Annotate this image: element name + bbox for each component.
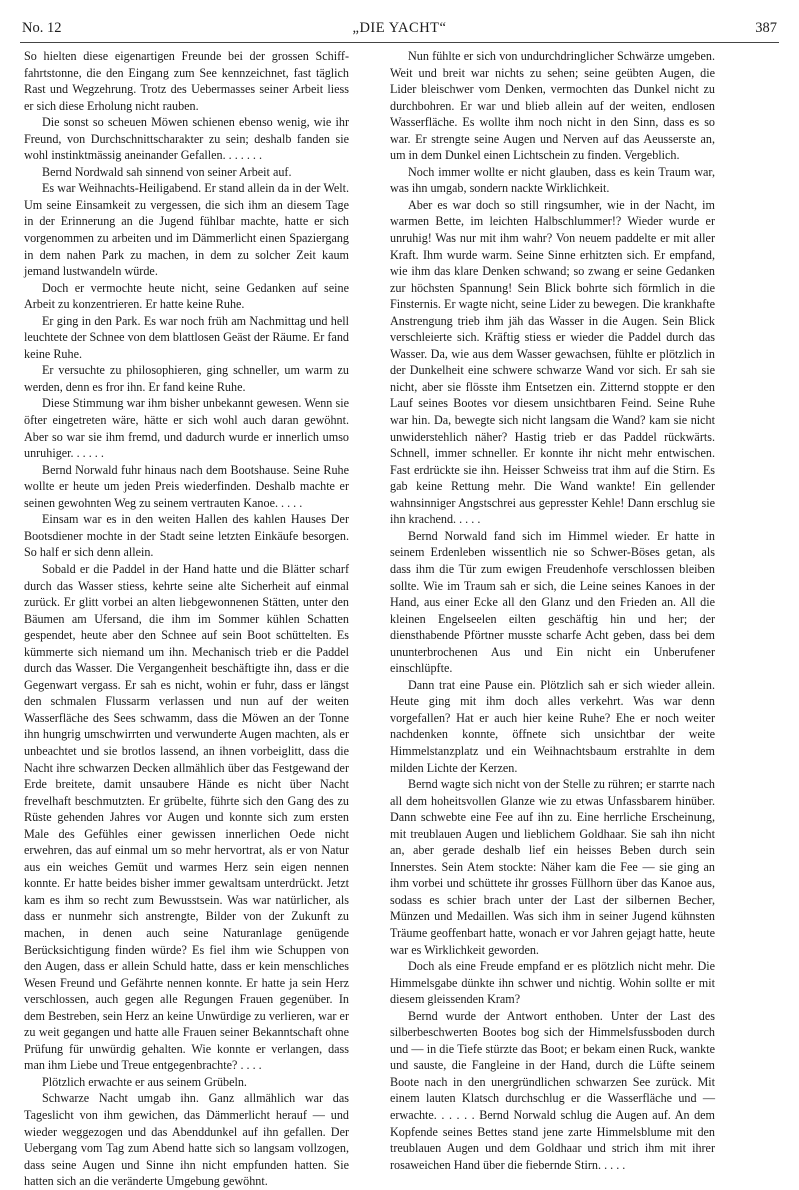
paragraph: Es war Weihnachts-Heiligabend. Er stand allein da in der Welt. Um seine Einsamkeit zu vergessen, die sich ihm an diesem Tage in der Erinnerung an die Jugend fühlbar machte, hatte er sich vorgenommen zu arbeiten und im Dämmerlicht einen Spaziergang in dem nahen Park zu machen, in dem zu solcher Zeit kaum jemand lustwandeln würde. <box>24 181 349 279</box>
paragraph: Bernd Norwald fuhr hinaus nach dem Bootshause. Seine Ruhe wollte er heute um jeden Preis wiederfinden. Deshalb machte er seinen gewohnten Weg zu seinem vertrauten Kanoe. . . . . <box>24 462 349 510</box>
page-number: 387 <box>755 20 777 36</box>
paragraph: Aber es war doch so still ringsumher, wie in der Nacht, im warmen Bette, im leichten Halbschlummer!? Wieder wurde er unruhig! Was nur mit ihm wahr? Von neuem paddelte er mit aller Kraft. Ihm wurde warm. Seine Sinne erhitzten sich. Er empfand, wie ihm das klare Denken schwand; so zwang er seine Gedanken zur höchsten Spannung! Sein Blick bohrte sich förmlich in die Finsternis. Er wagte nicht, seine Lider zu bewegen. Die krankhafte Anstrengung trieb ihm jäh das Wasser in die Augen. Sein Blick verschleierte sich. Kräftig stiess er wieder die Paddel durch das Wasser. Da, wie aus dem Wasser gewachsen, fühlte er plötzlich in der Dunkelheit eine schwere schwarze Wand vor sich. Er sah sie nicht, aber sie flösste ihm Entsetzen ein. Zitternd stoppte er den Lauf seines Bootes vor diesem unsichtbaren Feind. Seine Ruhe war hin. Da, bewegte sich nicht langsam die Wand? kam sie nicht unwiderstehlich näher? Hastig trieb er das Paddel rückwärts. Schnell, immer schneller. Er konnte ihr nicht mehr entwischen. Fast erdrückte sie ihn. Heisser Schweiss trat ihm auf die Stirn. Es gab keine Rettung mehr. Die Wand wankte! Ein gellender wahnsinniger Angstschrei aus gepresster Kehle! Dann erschlug sie ihn krachend. . . . . <box>390 197 715 527</box>
paragraph: Sobald er die Paddel in der Hand hatte und die Blätter scharf durch das Wasser stiess, kehrte seine alte Sicherheit auf einmal zurück. Er glitt vorbei an alten liebgewonnenen Stätten, unter den Bäumen am Ufersand, die ihm im Sommer kühlen Schatten gespendet, heute aber den Schnee auf sein Boot schüttelten. Es kümmerte sich niemand um ihn. Mechanisch trieb er die Paddel durch das Wasser. Die Vergangenheit beschäftigte ihn, dass er die Gegenwart vergass. Er sah es nicht, wohin er fuhr, dass er längst den schmalen Flussarm verlassen und nun auf der weiten Wasserfläche des Sees schwamm, dass die Möwen an der Tonne ihn hungrig umschwirrten und verwunderte Augen machten, als er unbeachtet und sie brotlos lassend, an ihnen vorbeiglitt, dass die Nacht ihre schwarzen Decken allmählich über das Festgewand der Erde breitete, damit unsaubere Hände es nicht über Nacht frevelhaft beschmutzten. Er grübelte, führte sich den Gang des zu Rüste gehenden Jahres vor Augen und konnte sich zum ersten Male des Gefühles einer gewissen innerlichen Oede nicht erwehren, das auf einmal um so mehr hervortrat, als er von Natur aus ein weiches Gemüt und warmes Herz sein eigen nennen konnte. Er hatte beides bisher immer gewaltsam unterdrückt. Jetzt kam es ihm so recht zum Bewusstsein. Was war natürlicher, als dass er nunmehr sich anstrengte, Bilder von der Zukunft zu machen, in denen auch seine Naturanlage genügende Berücksichtigung finden würde? Es fiel ihm wie Schuppen von den Augen, dass er allein Schuld hatte, dass er kein menschliches Wesen Freund und Gefährte nennen konnte. Er hatte ja sein Herz verschlossen, auch gegen alle Regungen Frauen gegenüber. In dem Bestreben, sein Herz an keine Unwürdige zu verlieren, war er zu weit gegangen und hatte alle Frauen seiner Bekanntschaft ohne Prüfung für unwürdig gehalten. Wie konnte er verlangen, dass man ihm Liebe und Treue entgegenbrachte? . . . . <box>24 561 349 1073</box>
paragraph: Schwarze Nacht umgab ihn. Ganz allmählich war das Tageslicht von ihm gewichen, das Dämmerlicht herauf — und wieder weggezogen und das Abenddunkel auf ihn gefallen. Der Uebergang vom Tag zum Abend hatte sich so langsam vollzogen, dass seine Augen und Sinne ihn nicht empfunden hatten. Sie hatten sich an die veränderte Umgebung gewöhnt. <box>24 1091 349 1189</box>
header-rule <box>20 42 779 43</box>
paragraph: Nun fühlte er sich von undurchdringlicher Schwärze umgeben. Weit und breit war nichts zu sehen; seine geübten Augen, die Lider bleischwer vom Denken, vermochten das Dunkel nicht zu durchbohren. Er war und blieb allein auf der weiten, endlosen Wasserfläche. Es wollte ihm noch nicht in den Sinn, dass es so war. Er strengte seine Augen und Nerven auf das Aeusserste an, um in dem Dunkel einen Lichtschein zu finden. Vergeblich. <box>390 49 715 163</box>
paragraph: So hielten diese eigenartigen Freunde bei der grossen Schifffahrtstonne, die den Eingang zum See kennzeichnet, fast täglich Rast und Wegzehrung. Trotz des Uebermasses seiner Arbeit liess er sich diese Erholung nicht rauben. <box>24 49 349 113</box>
paragraph: Bernd Norwald fand sich im Himmel wieder. Er hatte in seinem Erdenleben wissentlich nie so Schwer-Böses getan, als dass ihm die Tür zum ewigen Freudenhofe verschlossen bleiben sollte. Wie im Traum sah er sich, die Leine seines Kanoes in der Hand, aus einer Ecke all den Glanz und den Frieden an. All die kleinen Engelseelen eilten geschäftig hin und her; der diensthabende Pförtner musste scharfe Acht geben, dass bei dem ununterbrochenen Aus und Ein nicht ein Unberufener einschlüpfte. <box>390 528 715 676</box>
paragraph: Bernd wagte sich nicht von der Stelle zu rühren; er starrte nach all dem hoheitsvollen Glanze wie zu etwas Unfassbarem hinüber. Dann schwebte eine Fee auf ihn zu. Eine herrliche Erscheinung, mit treublauen Augen und lieblichem Goldhaar. Sie sah ihn nicht an, aber gerade deshalb lief ein heisses Beben durch sein Innerstes. Sein Atem stockte: Näher kam die Fee — sie ging an ihm vorbei und schüttete ihr grosses Füllhorn über das Kanoe aus, sodass es schier brach unter der Last der silbernen Becher, Münzen und Medaillen. Was sich ihm in seiner Jugend kühnsten Träume geoffenbart hatte, wonach er vor Jahren gejagt hatte, heute war es Wirklichkeit geworden. <box>390 777 715 957</box>
left-column <box>24 48 349 1190</box>
paragraph: Doch als eine Freude empfand er es plötzlich nicht mehr. Die Himmelsgabe dünkte ihn schwer und nichtig. Wohin sollte er mit diesem gleissenden Kram? <box>390 959 715 1007</box>
paragraph: Plötzlich erwachte er aus seinem Grübeln. <box>42 1074 247 1089</box>
paragraph: Er ging in den Park. Es war noch früh am Nachmittag und hell leuchtete der Schnee von dem blattlosen Geäst der Räume. Er fand keine Ruhe. <box>24 313 349 361</box>
paragraph: Er versuchte zu philosophieren, ging schneller, um warm zu werden, denn es fror ihn. Er fand keine Ruhe. <box>24 363 349 394</box>
paragraph: Bernd Nordwald sah sinnend von seiner Arbeit auf. <box>42 164 292 179</box>
issue-number: No. 12 <box>22 20 62 36</box>
paragraph: Noch immer wollte er nicht glauben, dass es kein Traum war, was ihn umgab, sondern nackte Wirklichkeit. <box>390 164 715 196</box>
journal-title: „DIE YACHT“ <box>352 20 447 36</box>
paragraph: Bernd wurde der Antwort enthoben. Unter der Last des silberbeschwerten Bootes bog sich der Himmelsfussboden durch und — in die Tiefe stürzte das Boot; er bekam einen Ruck, wankte und sauste, die Fangleine in der Hand, durch die Lüfte seinem Boote nach in den unergründlichen schwarzen See zurück. Mit einem lauten Klatsch durchschlug er die Wasserfläche und — erwachte. . . . . . Bernd Norwald schlug die Augen auf. An dem Kopfende seines Bettes stand jene zarte Himmelsblume mit den treublauen Augen und dem Goldhaar und strich ihm mit ihrer rosaweichen Hand über die fiebernde Stirn. . . . . <box>390 1008 715 1172</box>
page-header <box>22 16 777 40</box>
paragraph: Doch er vermochte heute nicht, seine Gedanken auf seine Arbeit zu konzentrieren. Er hatte keine Ruhe. <box>24 280 349 312</box>
right-column <box>390 48 715 1173</box>
paragraph: Die sonst so scheuen Möwen schienen ebenso wenig, wie ihr Freund, von Durchschnittscharakter zu sein; deshalb fanden sie wohl instinktmässig aneinander Gefallen. . . . . . . <box>24 115 349 163</box>
paragraph: Einsam war es in den weiten Hallen des kahlen Hauses Der Bootsdiener mochte in der Stadt seine letzten Einkäufe besorgen. So half er sich denn allein. <box>24 512 349 560</box>
paragraph: Diese Stimmung war ihm bisher unbekannt gewesen. Wenn sie öfter eingetreten wäre, hätte er sich wohl auch daran gewöhnt. Aber so war sie ihm fremd, und dadurch wurde er innerlich umso unruhiger. . . . . . <box>24 396 349 461</box>
paragraph: Dann trat eine Pause ein. Plötzlich sah er sich wieder allein. Heute ging mit ihm doch alles verkehrt. Was war denn vorgefallen? Hat er auch hier keine Ruhe? Ehe er noch weiter nachdenken konnte, öffnete sich unsichtbar der weite Himmelstanzplatz und ein Weihnachtsbaum erstrahlte in dem milden Lichte der Kerzen. <box>390 677 715 775</box>
